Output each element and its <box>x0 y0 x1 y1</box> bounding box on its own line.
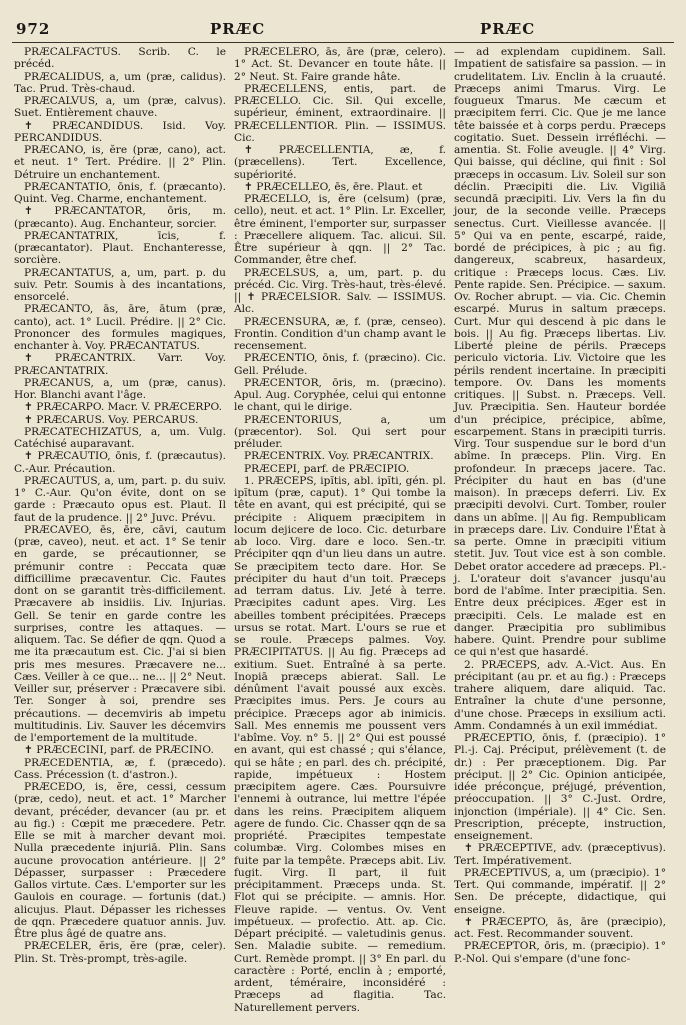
entry: 1. PRÆCEPS, ipĭtis, abl. ipĭti, gén. pl. ipĭtum (præ, caput). 1° Qui tombe la tête en avant, qui est précipité, qui se précipite : Aliquem præcipitem in locum dejicere de loco. Cic. deturbare ab loco. Virg. dare e loco. Sen.-tr. Précipiter qqn d'un lieu dans un autre. Se præcipitem tecto dare. Hor. Se précipiter du haut d'un toit. Præceps ad terram datus. Liv. Jeté à terre. Præcipites cadunt apes. Virg. Les abeilles tombent précipitées. Præceps ursus se rotat. Mart. L'ours se rue et se roule. Præceps palmes. Voy. PRÆCIPITATUS. || Au fig. Præceps ad exitium. Suet. Entraîné à sa perte. Inopiā præceps abierat. Sall. Le dénûment l'avait poussé aux excès. Præcipites imus. Pers. Je cours au précipice. Præceps agor ab inimicis. Sall. Mes ennemis me poussent vers l'abîme. Voy. n° 5. || 2° Qui est poussé en avant, qui est chassé ; qui s'élance, qui se hâte ; en parl. des ch. précipité, rapide, impétueux : Hostem præcipitem agere. Cæs. Poursuivre l'ennemi à outrance, lui mettre l'épée dans les reins. Præcipitem aliquem agere de fundo. Cic. Chasser qqn de sa propriété. Præcipites tempestate columbæ. Virg. Colombes mises en fuite par la tempête. Præceps abit. Liv. fugit. Virg. Il part, il fuit précipitamment. Præceps unda. St. Flot qui se précipite. — amnis. Hor. Fleuve rapide. — ventus. Ov. Vent impétueux. — profectio. Att. ap. Cic. Départ précipité. — valetudinis genus. Sen. Maladie subite. — remedium. Curt. Remède prompt. || 3° En parl. du caractère : Porté, enclin à ; emporté, ardent, téméraire, inconsidéré : Præceps ad flagitia. Tac. Naturellement pervers. <box>234 474 446 1014</box>
dictionary-columns <box>14 46 676 1014</box>
entry: ✝ PRÆCEPTIVE, adv. (præceptivus). Tert. Impérativement. <box>454 842 666 867</box>
entry: PRÆCEPI, parf. de PRÆCIPIO. <box>244 462 410 475</box>
running-head-left: PRÆC <box>210 20 266 38</box>
entry: PRÆCENSURA, æ, f. (præ, censeo). Frontin. Condition d'un champ avant le recensement. <box>234 315 446 352</box>
entry: ✝ PRÆCEPTO, ās, āre (præcipio), act. Fest. Recommander souvent. <box>454 915 666 940</box>
entry: PRÆCENTRIX. Voy. PRÆCANTRIX. <box>244 450 434 463</box>
entry: PRÆCEDO, is, ĕre, cessi, cessum (præ, cedo), neut. et act. 1° Marcher devant, précéder, devancer (au pr. et au fig.) : Cœpit me præcedere. Petr. Elle se mit à marcher devant moi. Nulla præcedente injuriā. Plin. Sans aucune provocation antérieure. || 2° Dépasser, surpasser : Præcedere Gallos virtute. Cæs. L'emporter sur les Gaulois en courage. — fortunis (dat.) alicujus. Plaut. Dépasser les richesses de qqn. Præcedere quatuor annis. Juv. Être plus âgé de quatre ans. <box>14 781 226 940</box>
entry: ✝ PRÆCELLEO, ēs, ēre. Plaut. et <box>244 180 423 193</box>
header-rule <box>12 42 674 43</box>
entry: PRÆCEPTIVUS, a, um (præcipio). 1° Tert. Qui commande, impératif. || 2° Sen. De précepte, didactique, qui enseigne. <box>454 866 666 916</box>
entry: ✝ PRÆCANTRIX. Varr. Voy. PRÆCANTATRIX. <box>14 352 226 377</box>
entry: ✝ PRÆCARPO. Macr. V. PRÆCERPO. <box>24 401 222 414</box>
entry: PRÆCALFACTUS. Scrib. C. le précéd. <box>14 46 226 71</box>
entry: PRÆCELSUS, a, um, part. p. du précéd. Cic. Virg. Très-haut, très-élevé. || ✝ PRÆCELSIOR. Salv. — ISSIMUS. Alc. <box>234 266 446 316</box>
column-2 <box>234 46 446 1014</box>
entry: PRÆCELER, ĕris, ĕre (præ, celer). Plin. St. Très-prompt, très-agile. <box>14 940 226 965</box>
entry: PRÆCENTIO, ōnis, f. (præcino). Cic. Gell. Prélude. <box>234 352 446 377</box>
entry: PRÆCANO, is, ĕre (præ, cano), act. et neut. 1° Tert. Prédire. || 2° Plin. Détruire un enchantement. <box>14 144 226 181</box>
entry: PRÆCANTATUS, a, um, part. p. du suiv. Petr. Soumis à des incantations, ensorcelé. <box>14 266 226 303</box>
entry: PRÆCEPTIO, ōnis, f. (præcipio). 1° Pl.-j. Caj. Préciput, prélèvement (t. de dr.) : Per præceptionem. Dig. Par préciput. || 2° Cic. Opinion anticipée, idée préconçue, préjugé, prévention, préoccupation. || 3° C.-Just. Ordre, injonction (impériale). || 4° Cic. Sen. Prescription, précepte, instruction, enseignement. <box>454 732 666 842</box>
entry: PRÆCENTOR, ōris, m. (præcino). Apul. Aug. Coryphée, celui qui entonne le chant, qui le dirige. <box>234 376 446 414</box>
entry-continued: — ad explendam cupidinem. Sall. Impatient de satisfaire sa passion. — in crudelitatem. Liv. Enclin à la cruauté. Præceps animi Tmarus. Virg. Le fougueux Tmarus. Me cæcum et præcipitem ferri. Cic. Que je me lance tête baissée et à corps perdu. Præceps cogitatio. Suet. Dessein irréfléchi. — amentia. St. Folie aveugle. || 4° Virg. Qui baisse, qui décline, qui finit : Sol præceps in occasum. Liv. Soleil sur son déclin. Præcipiti die. Liv. Vigiliā secundā præcipiti. Liv. Vers la fin du jour, de la seconde veille. Præceps senectus. Curt. Vieillesse avancée. || 5° Qui va en pente, escarpé, raide, bordé de précipices, à pic ; au fig. dangereux, scabreux, hasardeux, critique : Præceps locus. Cæs. Liv. Pente rapide. Sen. Précipice. — saxum. Ov. Rocher abrupt. — via. Cic. Chemin escarpé. Murus in saltum præceps. Curt. Mur qui descend à pic dans le bois. || Au fig. Præceps libertas. Liv. Liberté pleine de périls. Præceps periculo victoria. Liv. Victoire que les périls rendent incertaine. In præcipiti tempore. Ov. Dans les moments critiques. || Subst. n. Præceps. Vell. Juv. Præcipitia. Sen. Hauteur bordée d'un précipice, précipice, abîme, escarpement. Stans in præcipiti turris. Virg. Tour suspendue sur le bord d'un abîme. In præceps. Plin. Virg. En profondeur. In præceps jacere. Tac. Précipiter du haut en bas (d'une maison). In præceps deferri. Liv. Ex præcipiti devolvi. Curt. Tomber, rouler dans un abîme. || Au fig. Rempublicam in præceps dare. Liv. Conduire l'État à sa perte. Omne in præcipiti vitium stetit. Juv. Tout vice est à son comble. Debet orator accedere ad præceps. Pl.-j. L'orateur doit s'avancer jusqu'au bord de l'abîme. Inter præcipitia. Sen. Entre deux précipices. Æger est in præcipiti. Cels. Le malade est en danger. Præcipitia pro sublimibus habere. Quint. Prendre pour sublime ce qui n'est que hasardé. <box>454 46 666 659</box>
entry: PRÆCANUS, a, um (præ, canus). Hor. Blanchi avant l'âge. <box>14 376 226 401</box>
entry: PRÆCALIDUS, a, um (præ, calidus). Tac. Prud. Très-chaud. <box>14 70 226 95</box>
entry: PRÆCAUTUS, a, um, part. p. du suiv. 1° C.-Aur. Qu'on évite, dont on se garde : Præcauto opus est. Plaut. Il faut de la prudence. || 2° Juvc. Prévu. <box>14 474 226 524</box>
entry: PRÆCANTO, ās, āre, ātum (præ, canto), act. 1° Lucil. Prédire. || 2° Cic. Prononcer des formules magiques, enchanter à. Voy. PRÆCANTATUS. <box>14 303 226 352</box>
page-header <box>14 20 672 40</box>
entry: ✝ PRÆCANDIDUS. Isid. Voy. PERCANDIDUS. <box>14 119 226 144</box>
entry: PRÆCALVUS, a, um (præ, calvus). Suet. Entièrement chauve. <box>14 95 226 120</box>
entry: PRÆCANTATRIX, īcis, f. (præcantator). Plaut. Enchanteresse, sorcière. <box>14 229 226 267</box>
entry: PRÆCANTATIO, ōnis, f. (præcanto). Quint. Veg. Charme, enchantement. <box>14 180 226 205</box>
entry: PRÆCEDENTIA, æ, f. (præcedo). Cass. Précession (t. d'astron.). <box>14 756 226 781</box>
entry: PRÆCATECHIZATUS, a, um. Vulg. Catéchisé auparavant. <box>14 425 226 450</box>
entry: PRÆCAVEO, ēs, ēre, cāvi, cautum (præ, caveo), neut. et act. 1° Se tenir en garde, se précautionner, se prémunir contre : Peccata quæ difficillime præcaventur. Cic. Fautes dont on se garantit très-difficilement. Præcavere ab insidiis. Liv. Injurias. Gell. Se tenir en garde contre les surprises, contre les attaques. — aliquem. Tac. Se défier de qqn. Quod a me ita præcautum est. Cic. J'ai si bien pris mes mesures. Præcavere ne... Cæs. Veiller à ce que... ne... || 2° Neut. Veiller sur, préserver : Præcavere sibi. Ter. Songer à soi, prendre ses précautions. — decemviris ab impetu multitudinis. Liv. Sauver les décemvirs de l'emportement de la multitude. <box>14 523 226 744</box>
entry: PRÆCEPTOR, ōris, m. (præcipio). 1° P.-Nol. Qui s'empare (d'une fonc- <box>454 940 666 965</box>
entry: PRÆCELERO, ās, āre (præ, celero). 1° Act. St. Devancer en toute hâte. || 2° Neut. St. Faire grande hâte. <box>234 46 446 83</box>
page-number: 972 <box>16 20 51 38</box>
entry: PRÆCELLENS, entis, part. de PRÆCELLO. Cic. Sil. Qui excelle, supérieur, éminent, extraordinaire. || PRÆCELLENTIOR. Plin. — ISSIMUS. Cic. <box>234 82 446 144</box>
running-head-right: PRÆC <box>480 20 536 38</box>
entry: ✝ PRÆCAUTIO, ōnis, f. (præcautus). C.-Aur. Précaution. <box>14 450 226 475</box>
column-1 <box>14 46 226 1014</box>
entry: ✝ PRÆCARUS. Voy. PERCARUS. <box>24 413 199 426</box>
entry: PRÆCENTORIUS, a, um (præcentor). Sol. Qui sert pour préluder. <box>234 413 446 450</box>
entry: ✝ PRÆCELLENTIA, æ, f. (præcellens). Tert. Excellence, supériorité. <box>234 144 446 181</box>
entry: ✝ PRÆCECINI, parf. de PRÆCINO. <box>24 744 214 757</box>
entry: 2. PRÆCEPS, adv. A.-Vict. Aus. En précipitant (au pr. et au fig.) : Præceps trahere aliquem, dare aliquid. Tac. Entraîner la chute d'une personne, d'une chose. Præceps in exsilium acti. Amm. Condamnés à un exil immédiat. <box>454 658 666 732</box>
entry: ✝ PRÆCANTATOR, ōris, m. (præcanto). Aug. Enchanteur, sorcier. <box>14 205 226 230</box>
entry: PRÆCELLO, is, ĕre (celsum) (præ, cello), neut. et act. 1° Plin. Lr. Exceller, être éminent, l'emporter sur, surpasser : Præcellere aliquem. Tac. alicui. Sil. Être supérieur à qqn. || 2° Tac. Commander, être chef. <box>234 193 446 267</box>
column-3 <box>454 46 666 1014</box>
